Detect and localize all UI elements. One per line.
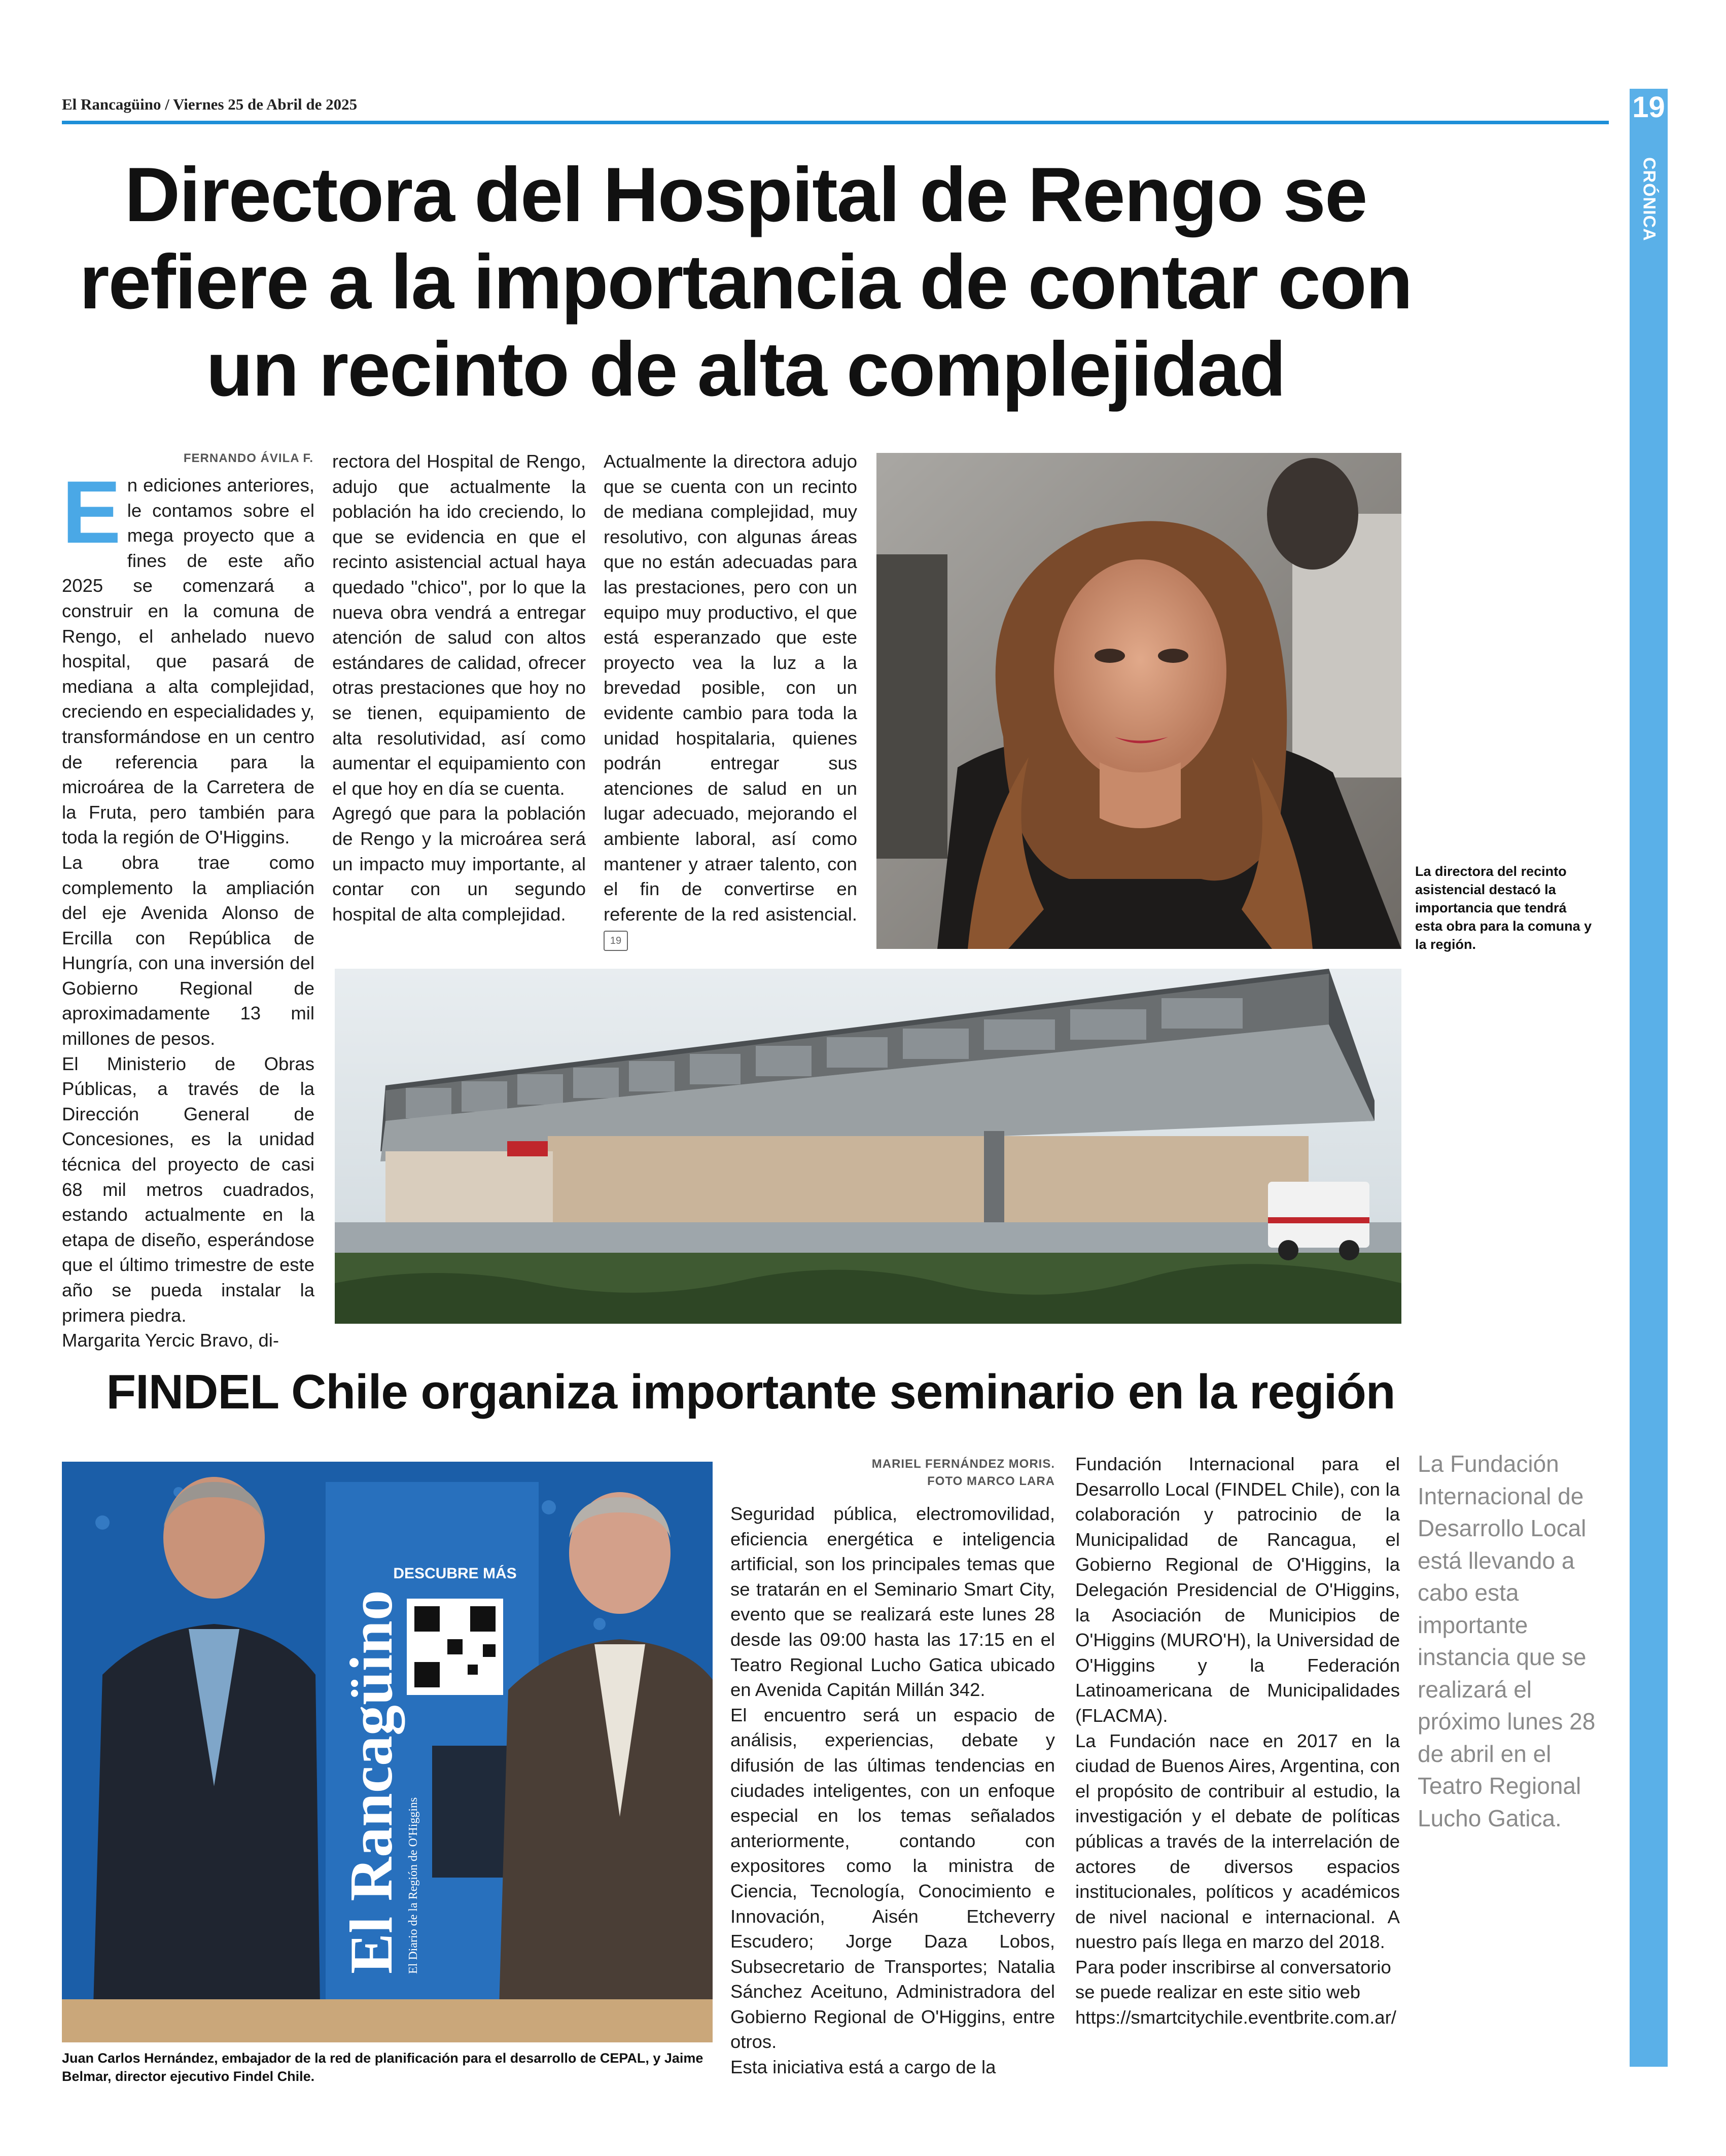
end-mark-icon: 19 — [604, 931, 628, 951]
section-sidebar — [1630, 89, 1668, 2067]
headline-line: Directora del Hospital de Rengo se — [124, 152, 1367, 238]
paragraph: La obra trae como complemento la ampliación del eje Avenida Alonso de Ercilla con República de Hungría, con una inversión del Gobierno Regional de aproximadamente 13 mil millones de pesos. — [62, 852, 314, 1049]
paragraph: Agregó que para la población de Rengo y la microárea será un impacto muy importante, al contar con un segundo hospital de alta complejidad. — [332, 803, 586, 925]
byline-line: MARIEL FERNÁNDEZ MORIS. — [871, 1457, 1055, 1471]
paragraph: Seguridad pública, electromovilidad, eficiencia energética e inteligencia artificial, son los principales temas que se tratarán en el Seminario Smart City, evento que se realizará este lunes 28 desde las 09:00 hasta las 17:15 en el Teatro Regional Lucho Gatica ubicado en Avenida Capitán Millán 342. — [730, 1503, 1055, 1701]
header-rule — [62, 121, 1609, 124]
paragraph: n ediciones anteriores, le contamos sobre el mega proyecto que a fines de este año 2025 se comenzará a construir en la comuna de Rengo, el anhelado nuevo hospital, que pasará de mediana a alta complejidad, creciendo en especialidades y, transformándose en un centro de referencia para la microárea de la Carretera de la Fruta, pero también para toda la región de O'Higgins. — [62, 475, 314, 848]
paragraph: El Ministerio de Obras Públicas, a través de la Dirección General de Concesiones, es la unidad técnica del proyecto de casi 68 mil metros cuadrados, estando actualmente en la etapa de diseño, esperándose que el último trimestre de este año se pueda instalar la primera piedra. — [62, 1053, 314, 1326]
paragraph: rectora del Hospital de Rengo, adujo que actualmente la población ha ido creciendo, lo que se evidencia en que el recinto asistencial actual haya quedado "chico", por lo que la nueva obra vendrá a entregar atención de salud con altos estándares de calidad, ofrecer otras prestaciones que hoy no se tienen, equipamiento de alta resolutividad, así como aumentar el equipamiento con el que hoy en día se cuenta. — [332, 451, 586, 799]
article1-col3 — [604, 449, 857, 952]
findel-photo — [62, 1462, 713, 2042]
hospital-render-image — [335, 969, 1401, 1324]
section-label: CRÓNICA — [1639, 157, 1659, 241]
page-number: 19 — [1632, 91, 1665, 124]
findel-photo-caption: Juan Carlos Hernández, embajador de la red de planificación para el desarrollo de CEPAL, y Jaime Belmar, director ejecutivo Findel Chile. — [62, 2051, 703, 2084]
paragraph: El encuentro será un espacio de análisis, experiencias, debate y difusión de las últimas tendencias en ciudades inteligentes, con un enfoque especial en los temas señalados anteriormente, contando con expositores como la ministra de Ciencia, Tecnología, Conocimiento e Innovación, Aisén Etcheverry Escudero; Jorge Daza Lobos, Subsecretario de Transportes; Natalia Sánchez Aceituno, Administradora del Gobierno Regional de O'Higgins, entre otros. — [730, 1704, 1055, 2053]
byline-line: FOTO MARCO LARA — [927, 1474, 1055, 1488]
director-portrait-photo — [876, 453, 1401, 949]
headline-line: un recinto de alta complejidad — [206, 326, 1285, 412]
paragraph: La Fundación nace en 2017 en la ciudad de Buenos Aires, Argentina, con el propósito de contribuir al estudio, la investigación y el debate de políticas públicas a través de la interrelación de actores de diversos espacios institucionales, políticos y académicos de nivel nacional e internacional. A nuestro país llega en marzo del 2018. — [1075, 1730, 1400, 1953]
paragraph: Para poder inscribirse al conversatorio se puede realizar en este sitio web https://smartcitychile.eventbrite.com.ar/ — [1075, 1956, 1396, 2028]
paragraph: Margarita Yercic Bravo, di- — [62, 1330, 279, 1351]
banner-qr-label: DESCUBRE MÁS — [393, 1565, 517, 1582]
article1-headline — [61, 151, 1430, 413]
paragraph: Actualmente la directora adujo que se cuenta con un recinto de mediana complejidad, muy resolutivo, con algunas áreas que no están adecuadas para las prestaciones, pero con un equipo muy productivo, el que está esperanzado que este proyecto vea la luz a la brevedad posible, con un evidente cambio para toda la unidad hospitalaria, quienes podrán entregar sus atenciones de salud en un lugar adecuado, mejorando el ambiente laboral, así como mantener y atraer talento, con el fin de convertirse en referente de la red asistencial. — [604, 451, 857, 925]
headline-line: refiere a la importancia de contar con — [79, 239, 1412, 325]
article2-pullquote: La Fundación Internacional de Desarrollo Local está llevando a cabo esta importante instancia que se realizará el próximo lunes 28 de abril en el Teatro Regional Lucho Gatica. — [1418, 1451, 1596, 1831]
running-head: El Rancagüino / Viernes 25 de Abril de 2025 — [62, 95, 358, 113]
section-tag — [1630, 157, 1668, 259]
article1-byline: FERNANDO ÁVILA F. — [183, 451, 313, 465]
article2-byline — [730, 1456, 1055, 1490]
paragraph: Esta iniciativa está a cargo de la — [730, 2057, 996, 2078]
portrait-caption: La directora del recinto asistencial destacó la importancia que tendrá esta obra para la comuna y la región. — [1415, 864, 1592, 952]
drop-cap: E — [62, 463, 121, 562]
paragraph: Fundación Internacional para el Desarrollo Local (FINDEL Chile), con la colaboración y patrocinio de la Municipalidad de Rancagua, el Gobierno Regional de O'Higgins, la Delegación Presidencial de O'Higgins, la Asociación de Municipios de O'Higgins (MURO'H), la Universidad de O'Higgins y la Federación Latinoamericana de Municipalidades (FLACMA). — [1075, 1454, 1400, 1726]
article1-col1 — [62, 463, 314, 1353]
banner-tagline: El Diario de la Región de O'Higgins — [407, 1797, 420, 1974]
banner-title: El Rancagüino — [337, 1590, 405, 1974]
article2-headline: FINDEL Chile organiza importante seminario en la región — [106, 1365, 1395, 1419]
article1-col2 — [332, 449, 586, 927]
article2-col2 — [1075, 1452, 1400, 2030]
article2-col1 — [730, 1501, 1055, 2080]
